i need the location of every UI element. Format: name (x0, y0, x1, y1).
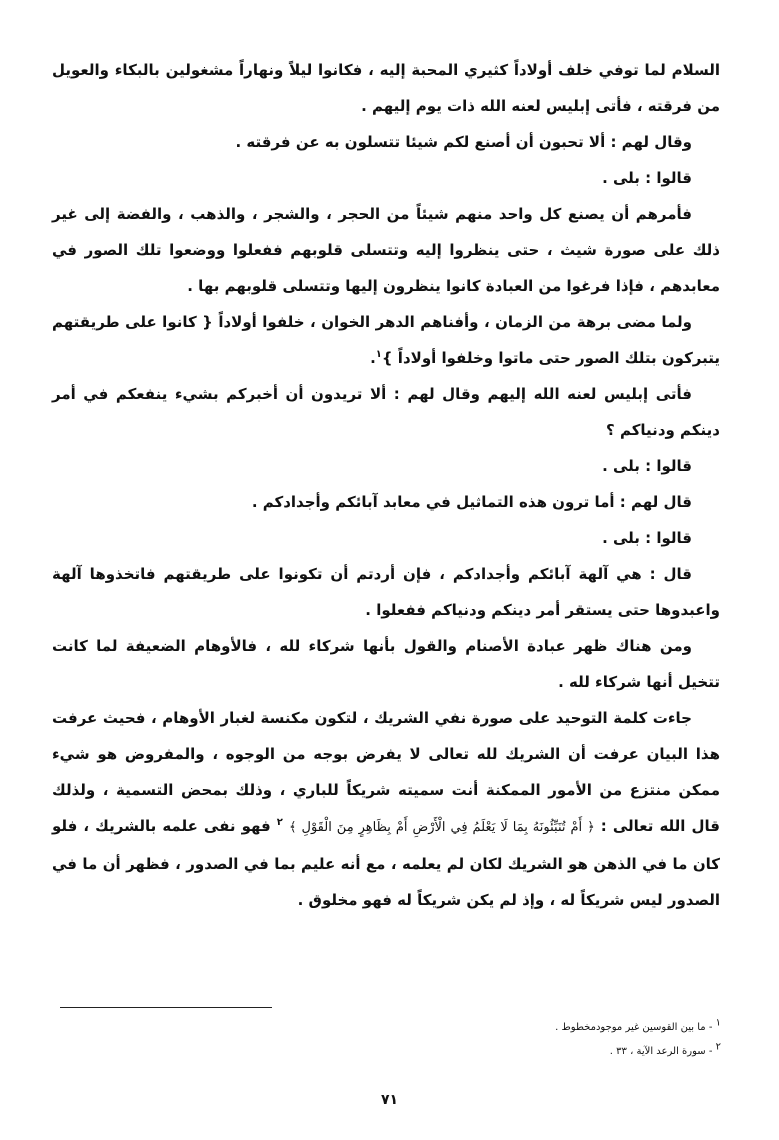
paragraph-1: السلام لما توفي خلف أولاداً كثيري المحبة إليه ، فكانوا ليلاً ونهاراً مشغولين بالبكاء والعويل من فرقته ، فأتى إبليس لعنه الله ذات يوم إليهم . (52, 61, 720, 115)
paragraph-7: قالوا : بلى . (602, 457, 692, 475)
footnote-mark-1: ١ (375, 349, 382, 360)
paragraph-9: قالوا : بلى . (602, 529, 692, 547)
paragraph-11: ومن هناك ظهر عبادة الأصنام والقول بأنها شركاء لله ، فالأوهام الضعيفة لما كانت تتخيل أنها شركاء لله . (52, 637, 720, 691)
footnote-2-mark: ٢ (715, 1041, 721, 1053)
footnote-2 (61, 1040, 721, 1064)
paragraph-8: قال لهم : أما ترون هذه التماثيل في معابد آبائكم وأجدادكم . (251, 493, 692, 511)
paragraph-3: قالوا : بلى . (602, 169, 692, 187)
footnote-1-text: - ما بين القوسين غير موجودمخطوط . (555, 1022, 713, 1033)
paragraph-10: قال : هي آلهة آبائكم وأجدادكم ، فإن أردتم أن تكونوا على طريقتهم فاتخذوها آلهة واعبدوها حتى يستقر أمر دينكم ودنياكم ففعلوا . (52, 565, 720, 619)
footnote-2-text: - سورة الرعد الآية ، ٣٣ . (609, 1046, 713, 1057)
paragraph-2: وقال لهم : ألا تحبون أن أصنع لكم شيئا تتسلون به عن فرقته . (235, 133, 692, 151)
footnotes (61, 1016, 721, 1064)
paragraph-6: فأتى إبليس لعنه الله إليهم وقال لهم : ألا تريدون أن أخبركم بشيء ينفعكم في أمر دينكم ودنياكم ؟ (52, 385, 720, 439)
paragraph-5-tail: . (370, 349, 376, 367)
paragraph-12 (52, 700, 720, 918)
page-number: ٧١ (380, 1092, 399, 1108)
paragraph-12-text: جاءت كلمة التوحيد على صورة نفي الشريك ، لتكون مكنسة لغبار الأوهام ، فحيث عرفت هذا البيان عرفت أن الشريك لله تعالى لا يفرض بوجه من الوجوه ، والمفروض هو شيء ممكن منتزع من الأمور الممكنة أنت سميته شريكاً للباري ، وذلك بمحض التسمية ، ولذلك قال الله تعالى : (52, 709, 720, 835)
footnote-divider (60, 1007, 272, 1008)
footnote-1 (61, 1016, 721, 1040)
paragraph-5-text: ولما مضى برهة من الزمان ، وأفناهم الدهر الخوان ، خلفوا أولاداً { كانوا على طريقتهم يتبركون بتلك الصور حتى ماتوا وخلفوا أولاداً } (52, 313, 720, 367)
page-body (52, 52, 720, 918)
quran-verse: ﴿ أَمْ تُنَبِّئُونَهُ بِمَا لَا يَعْلَمُ فِي الْأَرْضِ أَمْ بِظَاهِرٍ مِنَ الْقَوْلِ ﴾ (288, 820, 595, 835)
footnote-1-mark: ١ (715, 1017, 721, 1029)
paragraph-5 (52, 304, 720, 376)
paragraph-12-continuation: فهو نفى علمه بالشريك ، فلو كان ما في الذهن هو الشريك لكان لم يعلمه ، مع أنه عليم بما في الصدور ، فظهر أن ما في الصدور ليس شريكاً له ، وإذ لم يكن شريكاً له فهو مخلوق . (52, 817, 720, 909)
footnote-mark-2: ٢ (276, 817, 283, 828)
paragraph-4: فأمرهم أن يصنع كل واحد منهم شيئاً من الحجر ، والشجر ، والذهب ، والفضة إلى غير ذلك على صورة شيث ، حتى ينظروا إليه وتتسلى قلوبهم ففعلوا ووضعوا تلك الصور في معابدهم ، فإذا فرغوا من العبادة كانوا ينظرون إليها وتتسلى قلوبهم بها . (52, 205, 720, 295)
